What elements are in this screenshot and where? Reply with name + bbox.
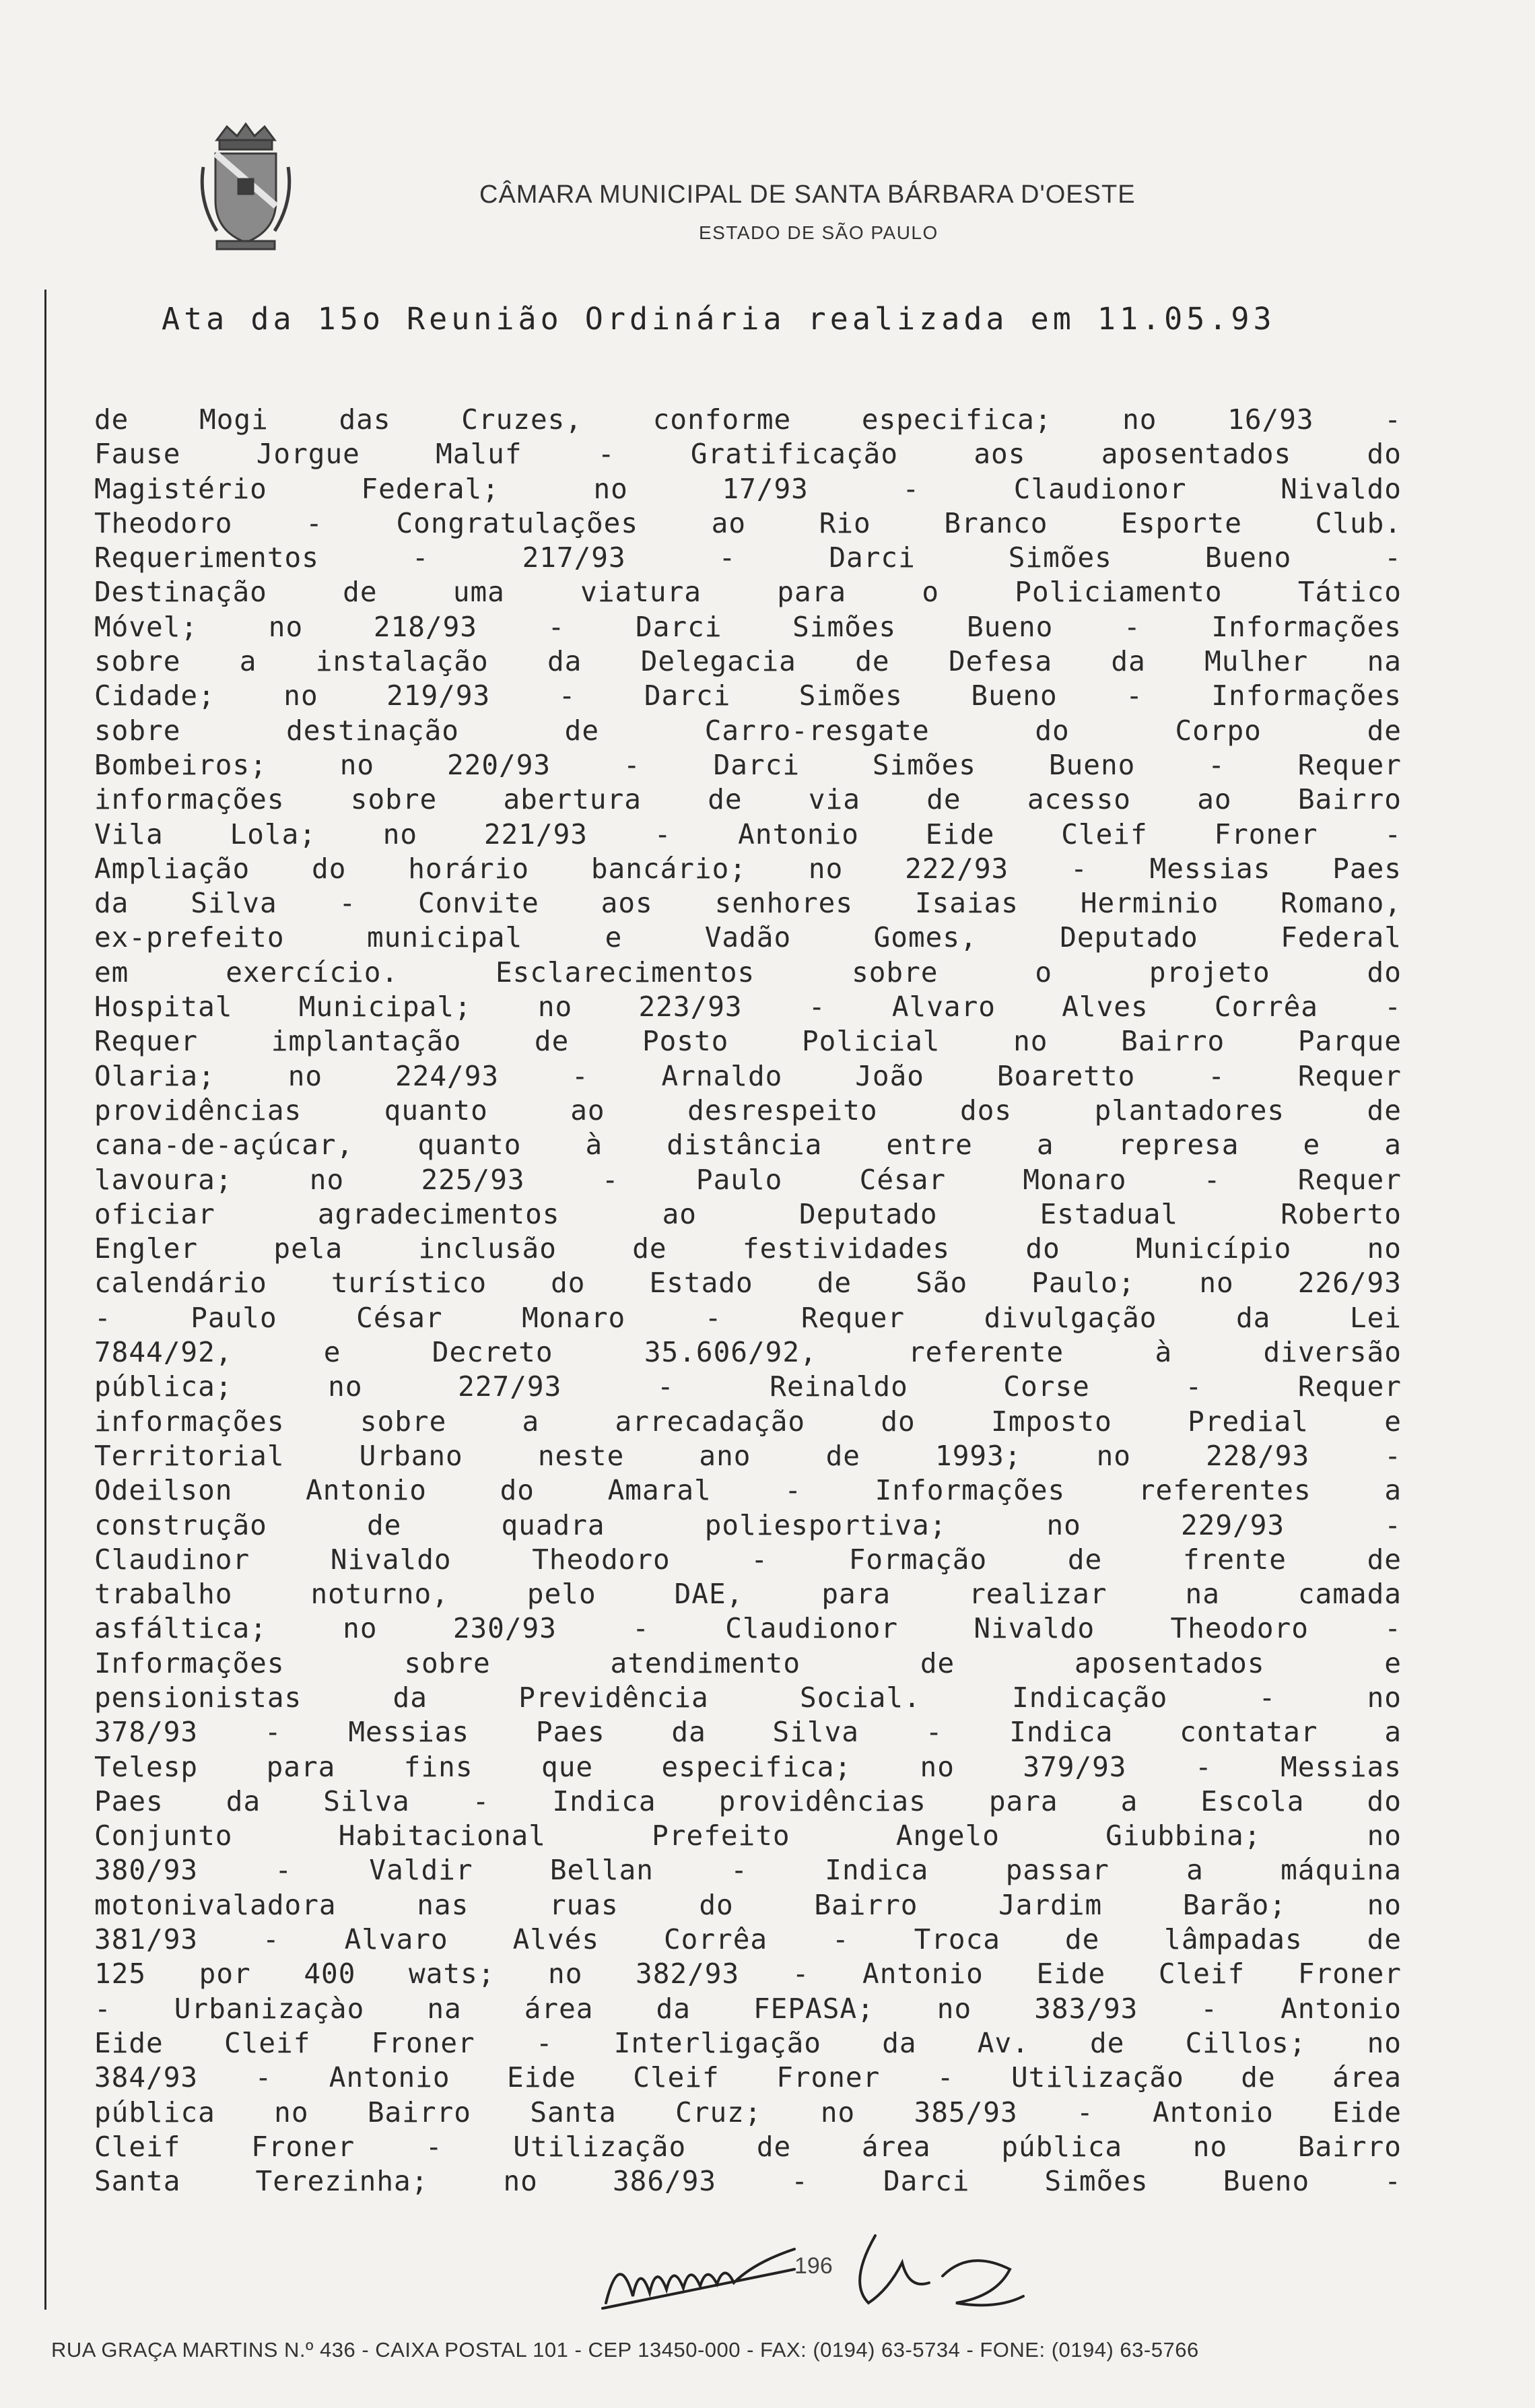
text-line: Telesp para fins que especifica; no 379/93 - Messias	[94, 1750, 1402, 1783]
text-line: asfáltica; no 230/93 - Claudionor Nivaldo Theodoro -	[94, 1612, 1402, 1645]
text-line: Territorial Urbano neste ano de 1993; no 228/93 -	[94, 1439, 1402, 1472]
text-line: Conjunto Habitacional Prefeito Angelo Giubbina; no	[94, 1819, 1402, 1852]
text-line: Móvel; no 218/93 - Darci Simões Bueno - Informações	[94, 610, 1402, 643]
text-line: 378/93 - Messias Paes da Silva - Indica contatar a	[94, 1716, 1402, 1749]
text-line: Destinação de uma viatura para o Policiamento Tático	[94, 576, 1402, 609]
text-line: - Urbanizaçào na área da FEPASA; no 383/93 - Antonio	[94, 1992, 1402, 2025]
text-line: Vila Lola; no 221/93 - Antonio Eide Cleif Froner -	[94, 817, 1402, 850]
text-line: calendário turístico do Estado de São Paulo; no 226/93	[94, 1267, 1402, 1300]
text-line: trabalho noturno, pelo DAE, para realizar na camada	[94, 1578, 1402, 1611]
text-line: 384/93 - Antonio Eide Cleif Froner - Utilização de área	[94, 2061, 1402, 2094]
text-line: pensionistas da Previdência Social. Indicação - no	[94, 1681, 1402, 1714]
text-line: Cleif Froner - Utilização de área pública no Bairro	[94, 2130, 1402, 2163]
text-line: sobre destinação de Carro-resgate do Corpo de	[94, 714, 1402, 747]
text-line: informações sobre a arrecadação do Imposto Predial e	[94, 1405, 1402, 1438]
letterhead-title: CÂMARA MUNICIPAL DE SANTA BÁRBARA D'OESTE	[479, 180, 1136, 209]
text-line: Ampliação do horário bancário; no 222/93 - Messias Paes	[94, 852, 1402, 885]
text-line: 7844/92, e Decreto 35.606/92, referente à diversão	[94, 1336, 1402, 1369]
footer-address: RUA GRAÇA MARTINS N.º 436 - CAIXA POSTAL 101 - CEP 13450-000 - FAX: (0194) 63-5734 - FONE: (0194) 63-5766	[51, 2338, 1199, 2362]
text-line: motonivaladora nas ruas do Bairro Jardim Barão; no	[94, 1888, 1402, 1921]
text-line: providências quanto ao desrespeito dos plantadores de	[94, 1094, 1402, 1127]
text-line: pública; no 227/93 - Reinaldo Corse - Requer	[94, 1370, 1402, 1403]
letterhead-subtitle: ESTADO DE SÃO PAULO	[699, 222, 939, 243]
text-line: Hospital Municipal; no 223/93 - Alvaro Alves Corrêa -	[94, 991, 1402, 1024]
text-line: Fause Jorgue Maluf - Gratificação aos aposentados do	[94, 438, 1402, 471]
text-line: da Silva - Convite aos senhores Isaias Herminio Romano,	[94, 887, 1402, 920]
text-line: Requer implantação de Posto Policial no Bairro Parque	[94, 1025, 1402, 1058]
text-line: ex-prefeito municipal e Vadão Gomes, Deputado Federal	[94, 921, 1402, 954]
text-line: lavoura; no 225/93 - Paulo César Monaro - Requer	[94, 1163, 1402, 1196]
left-margin-rule	[44, 290, 46, 2310]
text-line: 125 por 400 wats; no 382/93 - Antonio Eide Cleif Froner	[94, 1958, 1402, 1991]
text-line: 380/93 - Valdir Bellan - Indica passar a máquina	[94, 1854, 1402, 1887]
text-line: - Paulo César Monaro - Requer divulgação da Lei	[94, 1301, 1402, 1334]
text-line: em exercício. Esclarecimentos sobre o projeto do	[94, 956, 1402, 989]
minutes-body	[94, 403, 1402, 2199]
text-line: Engler pela inclusão de festividades do Município no	[94, 1232, 1402, 1265]
text-line: pública no Bairro Santa Cruz; no 385/93 - Antonio Eide	[94, 2096, 1402, 2129]
text-line: 381/93 - Alvaro Alvés Corrêa - Troca de lâmpadas de	[94, 1923, 1402, 1956]
text-line: Bombeiros; no 220/93 - Darci Simões Bueno - Requer	[94, 748, 1402, 781]
municipal-coat-of-arms-icon	[197, 120, 295, 252]
page-number: 196	[794, 2253, 833, 2279]
text-line: Claudinor Nivaldo Theodoro - Formação de frente de	[94, 1543, 1402, 1576]
text-line: Cidade; no 219/93 - Darci Simões Bueno - Informações	[94, 679, 1402, 712]
text-line: Olaria; no 224/93 - Arnaldo João Boaretto - Requer	[94, 1059, 1402, 1092]
text-line: Theodoro - Congratulações ao Rio Branco Esporte Club.	[94, 506, 1402, 539]
text-line: construção de quadra poliesportiva; no 229/93 -	[94, 1508, 1402, 1541]
text-line: Odeilson Antonio do Amaral - Informações referentes a	[94, 1474, 1402, 1507]
text-line: informações sobre abertura de via de acesso ao Bairro	[94, 783, 1402, 816]
text-line: Santa Terezinha; no 386/93 - Darci Simões Bueno -	[94, 2165, 1402, 2198]
text-line: cana-de-açúcar, quanto à distância entre a represa e a	[94, 1129, 1402, 1162]
text-line: Magistério Federal; no 17/93 - Claudionor Nivaldo	[94, 472, 1402, 505]
text-line: de Mogi das Cruzes, conforme especifica; no 16/93 -	[94, 403, 1402, 436]
text-line: Requerimentos - 217/93 - Darci Simões Bueno -	[94, 541, 1402, 574]
text-line: Paes da Silva - Indica providências para a Escola do	[94, 1784, 1402, 1817]
text-line: Eide Cleif Froner - Interligação da Av. de Cillos; no	[94, 2026, 1402, 2059]
text-line: sobre a instalação da Delegacia de Defesa da Mulher na	[94, 645, 1402, 678]
minutes-heading: Ata da 15o Reunião Ordinária realizada em 11.05.93	[162, 301, 1276, 337]
text-line: oficiar agradecimentos ao Deputado Estadual Roberto	[94, 1197, 1402, 1230]
text-line: Informações sobre atendimento de aposentados e	[94, 1646, 1402, 1679]
